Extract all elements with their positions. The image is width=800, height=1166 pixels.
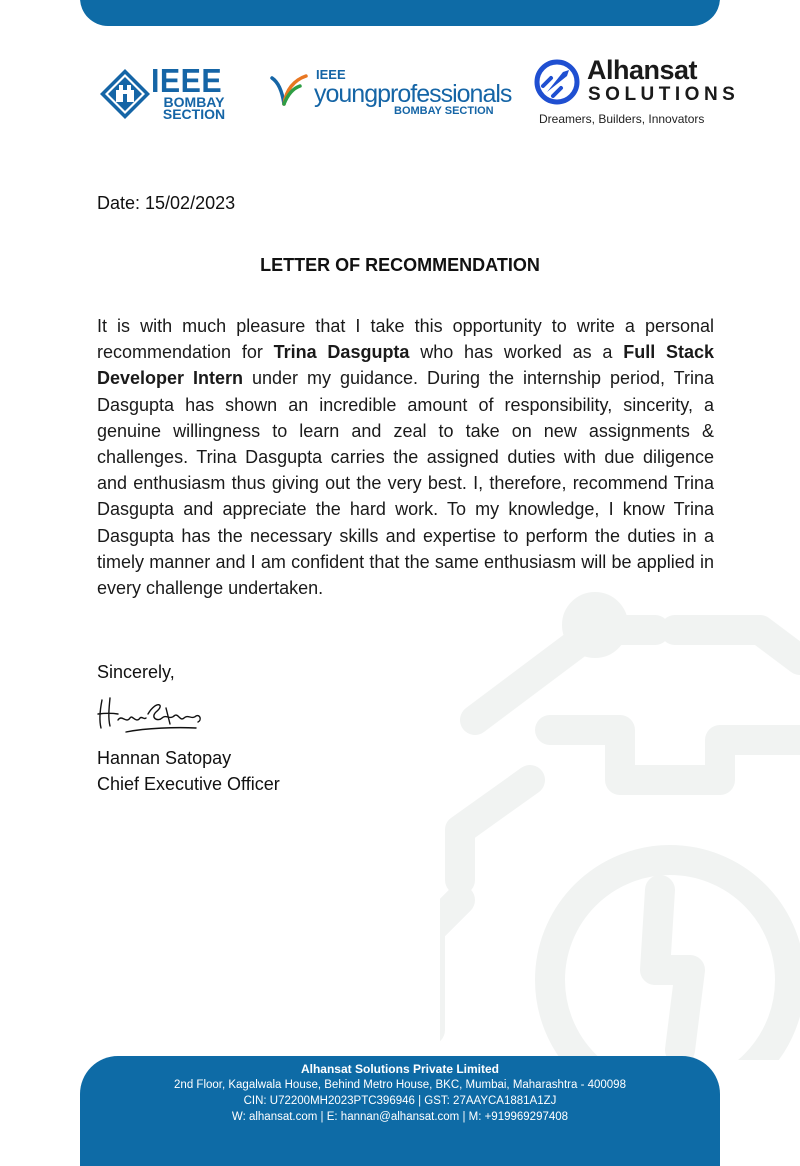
signer-block (97, 745, 280, 797)
yp-main-text: youngprofessionals (314, 80, 512, 108)
signer-name: Hannan Satopay (97, 748, 232, 768)
alhansat-logo (533, 55, 740, 130)
letter-closing: Sincerely, (97, 662, 175, 682)
ieee-diamond-icon (99, 68, 151, 120)
ieee-bombay-logo (97, 62, 242, 124)
signature-image (96, 694, 206, 736)
letter-title: LETTER OF RECOMMENDATION (260, 255, 540, 275)
gear-bolt-watermark-icon (440, 590, 800, 1060)
letter-date: Date: 15/02/2023 (97, 193, 236, 213)
ieee-logo-bombay: BOMBAY (163, 94, 225, 110)
header-band (80, 0, 720, 26)
footer-band (80, 1056, 720, 1166)
alhansat-rocket-icon (533, 58, 581, 106)
yp-sub-text: BOMBAY SECTION (394, 105, 494, 117)
body-text-part-3: under my guidance. During the internship period, Trina Dasgupta has shown an incredible amount of responsibility, sincerity, a genuine willingness to learn and zeal to take on new assignments & challenges. Trina Dasgupta carries the assigned duties with due diligence and enthusiasm thus giving out the very best. I, therefore, recommend Trina Dasgupta and appreciate the hard work. To my knowledge, I know Trina Dasgupta has the necessary skills and expertise to perform the duties in a timely manner and I am confident that the same enthusiasm will be applied in every challenge undertaken. (97, 368, 714, 599)
yp-ieee-text: IEEE (316, 67, 346, 82)
footer-company: Alhansat Solutions Private Limited (300, 1062, 500, 1076)
candidate-role: Full Stack Developer Intern (97, 342, 715, 389)
footer-registration: CIN: U72200MH2023PTC396946 | GST: 27AAYCA1881A1ZJ (243, 1095, 557, 1107)
alhansat-name-text: Alhansat (587, 55, 698, 85)
ieee-logo-section: SECTION (162, 106, 226, 122)
ieee-logo-text: IEEE (151, 62, 223, 99)
candidate-name: Trina Dasgupta (273, 342, 410, 363)
signer-title: Chief Executive Officer (97, 774, 280, 794)
footer-contact: W: alhansat.com | E: hannan@alhansat.com | M: +919969297408 (231, 1111, 569, 1123)
ieee-young-professionals-logo (268, 66, 512, 122)
body-text-part-1: It is with much pleasure that I take this opportunity to write a personal recommendation for (97, 316, 714, 363)
alhansat-tagline: Dreamers, Builders, Innovators (539, 112, 705, 126)
footer-address: 2nd Floor, Kagalwala House, Behind Metro House, BKC, Mumbai, Maharashtra - 400098 (174, 1079, 626, 1091)
letter-body (97, 313, 714, 601)
alhansat-solutions-text: SOLUTIONS (588, 84, 740, 105)
yp-leaf-icon (268, 70, 310, 112)
body-text-part-2: who has worked as a (409, 342, 624, 363)
